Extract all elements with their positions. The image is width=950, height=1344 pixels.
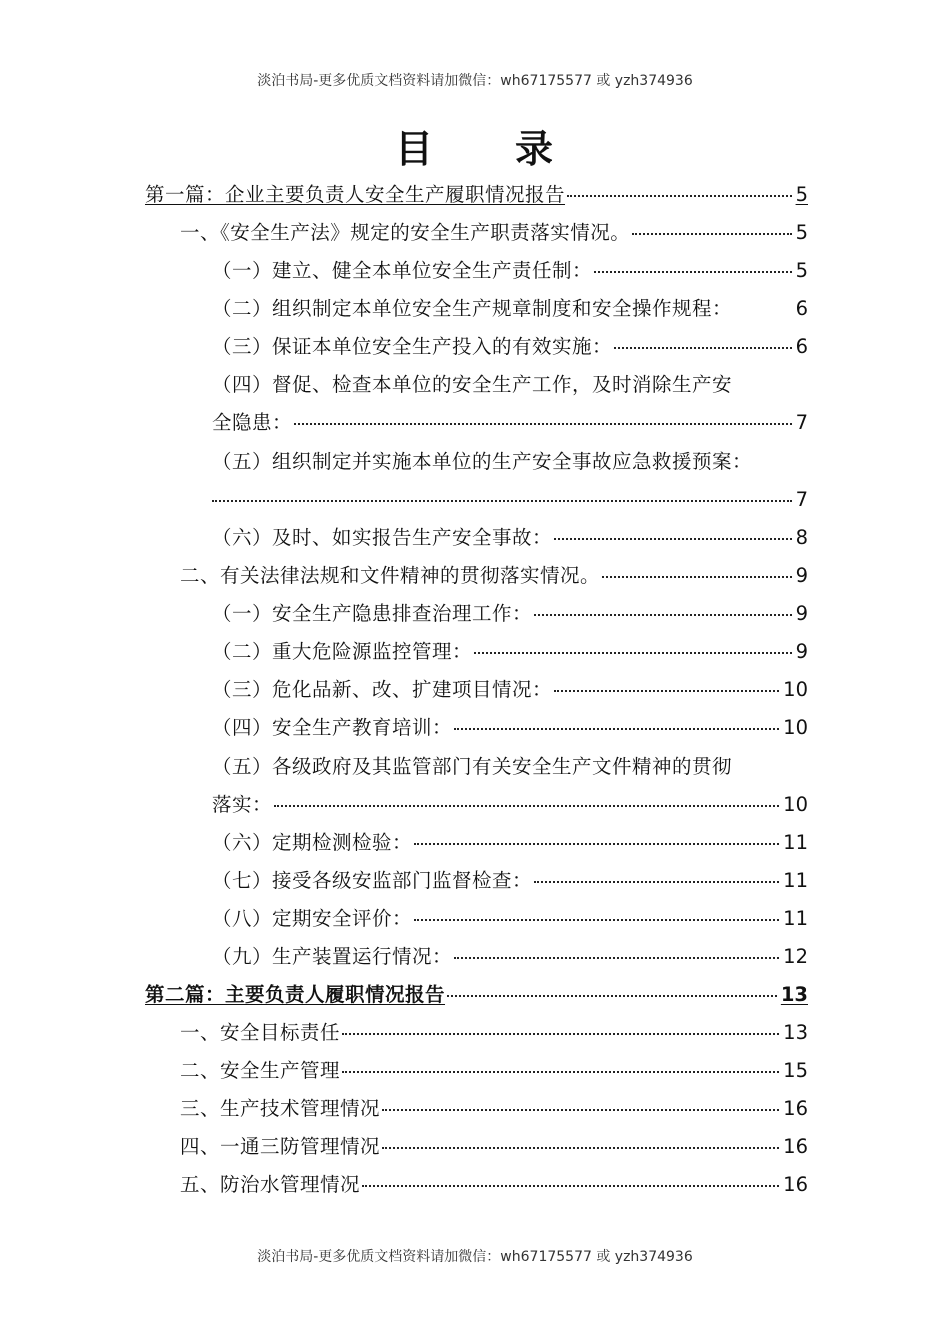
toc-page-number: 9 (795, 602, 808, 625)
title-char-1: 目 (394, 127, 435, 171)
toc-page-number: 13 (783, 1021, 808, 1044)
toc-leader-dots (342, 1033, 779, 1035)
toc-entry-subsection[interactable] (212, 828, 808, 858)
toc-entry-text: 一、安全目标责任 (180, 1021, 341, 1044)
toc-entry-section[interactable] (180, 1018, 808, 1048)
toc-entry-text: （三）危化品新、改、扩建项目情况： (212, 678, 553, 701)
toc-entry-text: 四、一通三防管理情况 (180, 1135, 381, 1158)
toc-entry-text: （二）重大危险源监控管理： (212, 640, 473, 663)
toc-page-number: 6 (795, 297, 808, 320)
toc-page-number: 5 (795, 259, 808, 282)
toc-page-number: 9 (795, 564, 808, 587)
toc-entry-subsection[interactable] (212, 256, 808, 286)
toc-entry-subsection-line1[interactable]: （四）督促、检查本单位的安全生产工作，及时消除生产安 (212, 373, 733, 396)
title-char-2: 录 (515, 127, 556, 171)
toc-entry-text: （六）及时、如实报告生产安全事故： (212, 526, 553, 549)
toc-page-number: 16 (783, 1135, 808, 1158)
toc-entry-subsection[interactable] (212, 942, 808, 972)
toc-page-number: 5 (795, 183, 808, 206)
toc-leader-dots (567, 195, 792, 197)
toc-entry-text: 一、《安全生产法》规定的安全生产职责落实情况。 (180, 221, 631, 244)
toc-entry-subsection-line1[interactable]: （五）各级政府及其监管部门有关安全生产文件精神的贯彻 (212, 755, 733, 778)
toc-entry-text: 二、安全生产管理 (180, 1059, 341, 1082)
toc-entry-section[interactable] (180, 1170, 808, 1200)
toc-entry-text: （八）定期安全评价： (212, 907, 413, 930)
toc-page-number: 15 (783, 1059, 808, 1082)
toc-entry-text: （二）组织制定本单位安全生产规章制度和安全操作规程： (212, 297, 733, 320)
toc-page-number: 13 (780, 983, 808, 1006)
toc-entry-subsection-line2[interactable] (212, 790, 808, 820)
toc-entry-subsection[interactable] (212, 637, 808, 667)
page-footer: 淡泊书局-更多优质文档资料请加微信：wh67175577 或 yzh374936 (257, 1249, 693, 1265)
toc-page-number: 7 (795, 488, 808, 511)
toc-page-number: 16 (783, 1097, 808, 1120)
toc-leader-dots (414, 843, 779, 845)
toc-page-number: 10 (783, 678, 808, 701)
toc-leader-dots (554, 690, 779, 692)
page-header: 淡泊书局-更多优质文档资料请加微信：wh67175577 或 yzh374936 (257, 73, 693, 89)
toc-entry-text: （七）接受各级安监部门监督检查： (212, 869, 533, 892)
toc-leader-dots (602, 576, 792, 578)
toc-entry-text: 二、有关法律法规和文件精神的贯彻落实情况。 (180, 564, 601, 587)
toc-page-number: 6 (795, 335, 808, 358)
toc-leader-dots (447, 995, 777, 997)
toc-entry-text: 落实： (212, 793, 273, 816)
toc-page-number: 7 (795, 411, 808, 434)
toc-entry-section[interactable] (180, 561, 808, 591)
toc-entry-section[interactable] (180, 1132, 808, 1162)
toc-entry-text: 三、生产技术管理情况 (180, 1097, 381, 1120)
toc-leader-dots (534, 614, 792, 616)
toc-page-number: 11 (783, 869, 808, 892)
toc-entry-subsection[interactable] (212, 332, 808, 362)
toc-entry-subsection[interactable] (212, 523, 808, 553)
toc-page-number: 8 (795, 526, 808, 549)
toc-entry-text: （九）生产装置运行情况： (212, 945, 453, 968)
toc-leader-dots (474, 652, 792, 654)
toc-leader-dots (454, 728, 779, 730)
toc-entry-subsection-line2[interactable] (212, 485, 808, 515)
toc-entry-subsection[interactable] (212, 904, 808, 934)
toc-entry-subsection[interactable] (212, 599, 808, 629)
toc-page-number: 16 (783, 1173, 808, 1196)
toc-leader-dots (362, 1185, 779, 1187)
toc-entry-text: （一）建立、健全本单位安全生产责任制： (212, 259, 593, 282)
toc-entry-text: （四）安全生产教育培训： (212, 716, 453, 739)
toc-entry-subsection[interactable] (212, 713, 808, 743)
toc-page-number: 10 (783, 716, 808, 739)
toc-leader-dots (212, 500, 792, 502)
toc-entry-section[interactable] (180, 1056, 808, 1086)
toc-leader-dots (632, 233, 791, 235)
toc-entry-text: （六）定期检测检验： (212, 831, 413, 854)
toc-entry-part2[interactable] (145, 980, 808, 1010)
toc-leader-dots (342, 1071, 779, 1073)
toc-leader-dots (594, 271, 792, 273)
toc-page-number: 12 (783, 945, 808, 968)
toc-entry-text: 第一篇：企业主要负责人安全生产履职情况报告 (145, 183, 566, 206)
toc-leader-dots (414, 919, 779, 921)
toc-leader-dots (554, 538, 792, 540)
toc-entry-subsection-line2[interactable] (212, 408, 808, 438)
toc-page-number: 10 (783, 793, 808, 816)
toc-entry-subsection[interactable] (212, 675, 808, 705)
toc-entry-subsection-line1[interactable]: （五）组织制定并实施本单位的生产安全事故应急救援预案： (212, 450, 753, 473)
toc-entry-section[interactable] (180, 1094, 808, 1124)
toc-entry-section[interactable] (180, 218, 808, 248)
toc-leader-dots (614, 347, 792, 349)
toc-page-number: 11 (783, 907, 808, 930)
toc-entry-part1[interactable] (145, 180, 808, 210)
toc-entry-text: （三）保证本单位安全生产投入的有效实施： (212, 335, 613, 358)
toc-leader-dots (382, 1147, 779, 1149)
toc-page-number: 5 (795, 221, 808, 244)
toc-leader-dots (274, 805, 779, 807)
toc-entry-text: 第二篇：主要负责人履职情况报告 (145, 983, 446, 1006)
toc-entry-text: 全隐患： (212, 411, 293, 434)
toc-leader-dots (534, 881, 779, 883)
toc-entry-subsection[interactable] (212, 294, 808, 324)
toc-page-number: 9 (795, 640, 808, 663)
toc-entry-text: （一）安全生产隐患排查治理工作： (212, 602, 533, 625)
toc-entry-text: 五、防治水管理情况 (180, 1173, 361, 1196)
page-title (0, 118, 950, 173)
toc-leader-dots (382, 1109, 779, 1111)
toc-entry-subsection[interactable] (212, 866, 808, 896)
toc-leader-dots (454, 957, 779, 959)
toc-leader-dots (294, 423, 792, 425)
toc-page-number: 11 (783, 831, 808, 854)
